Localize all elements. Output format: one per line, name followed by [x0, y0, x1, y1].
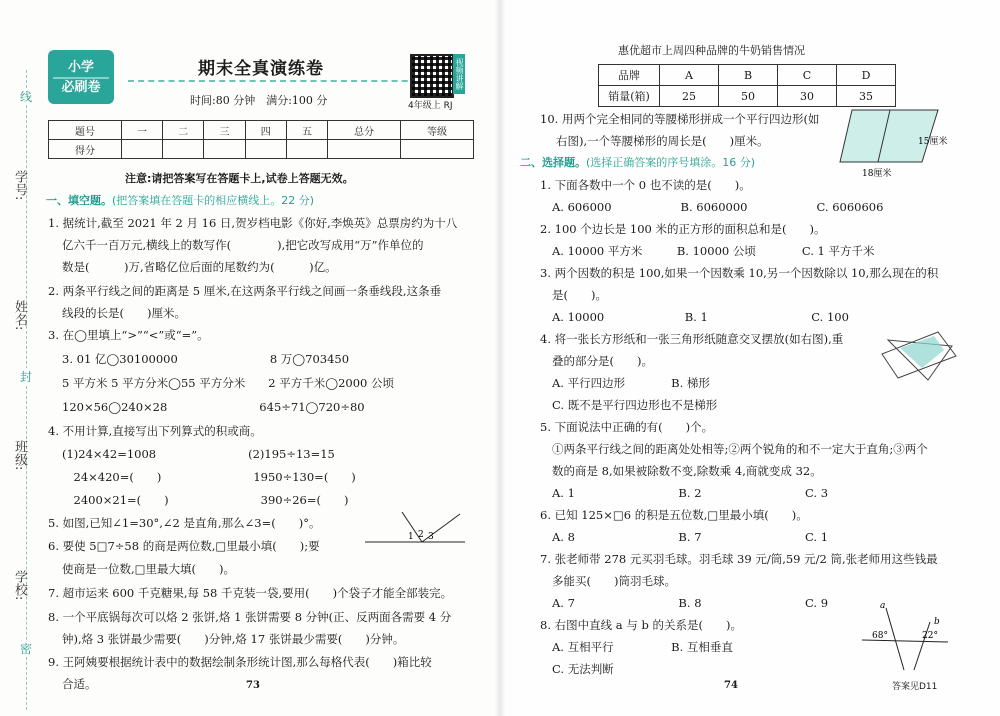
question-line: 7. 张老师带 278 元买羽毛球。羽毛球 39 元/筒,59 元/2 筒,张老师用这些钱最	[540, 552, 938, 566]
choice-options[interactable]: A. 平行四边形 B. 梯形	[552, 376, 710, 390]
choice-options[interactable]: A. 互相平行 B. 互相垂直	[552, 640, 733, 654]
question-line: 3. 两个因数的积是 100,如果一个因数乘 10,另一个因数除以 10,那么现在的积	[540, 266, 939, 280]
section-title: 一、填空题。	[46, 194, 112, 207]
question-line: 亿六千一百万元,横线上的数写作( ),把它改写成用“万”作单位的	[62, 238, 424, 252]
sales-header-cell: 品牌	[599, 65, 660, 86]
binding-mark-line: 线	[20, 90, 33, 104]
sales-value-cell: 25	[660, 86, 719, 107]
line-a	[886, 608, 904, 670]
question-line: 叠的部分是( )。	[552, 354, 653, 368]
lines-angle-figure	[860, 600, 950, 672]
angle-22-label: 22°	[922, 631, 938, 641]
score-cell[interactable]	[121, 140, 162, 159]
sales-header-cell: B	[719, 65, 778, 86]
score-row-label: 得分	[49, 140, 122, 159]
question-line: 数的商是 8,如果被除数不变,除数乘 4,商就变成 32。	[552, 464, 822, 478]
question-line: 2. 两条平行线之间的距离是 5 厘米,在这两条平行线之间画一条垂线段,这条垂	[48, 284, 442, 298]
sales-header-row	[599, 65, 896, 86]
sales-header-cell: C	[778, 65, 837, 86]
question-line: 2400×21=( ) 390÷26=( )	[62, 493, 349, 507]
score-table-score-row	[49, 140, 474, 159]
question-line: 合适。	[62, 677, 97, 691]
question-line: 9. 王阿姨要根据统计表中的数据绘制条形统计图,那么每格代表( )箱比较	[48, 655, 432, 669]
section-choice-heading	[520, 154, 755, 170]
question-line: 右图),一个等腰梯形的周长是( )厘米。	[556, 134, 769, 148]
score-header-cell: 题号	[49, 121, 122, 140]
sales-value-cell: 35	[837, 86, 896, 107]
school-label: 学校:	[12, 570, 27, 601]
section-hint: (选择正确答案的序号填涂。16 分)	[586, 156, 756, 169]
question-line: 线段的长是( )厘米。	[62, 306, 186, 320]
grade-label: 4年级上 RJ	[408, 101, 453, 111]
series-logo	[48, 50, 114, 104]
logo-line1: 小学	[67, 60, 94, 75]
side-length-label: 15厘米	[918, 137, 948, 147]
binding-margin	[0, 0, 42, 716]
question-line: 120×56◯240×28 645÷71◯720÷80	[62, 400, 365, 414]
choice-options[interactable]: A. 7 B. 8 C. 9	[552, 596, 829, 610]
score-cell[interactable]	[204, 140, 245, 159]
choice-options[interactable]: A. 606000 B. 6060000 C. 6060606	[552, 200, 884, 214]
binding-dashed-line	[26, 70, 27, 710]
sales-value-cell: 50	[719, 86, 778, 107]
angle-3-label: 3	[428, 532, 434, 542]
class-label: 班级:	[12, 440, 27, 471]
score-header-cell: 五	[286, 121, 327, 140]
choice-options[interactable]: A. 1 B. 2 C. 3	[552, 486, 829, 500]
section-hint: (把答案填在答题卡的相应横线上。22 分)	[112, 194, 315, 207]
page-number: 74	[724, 680, 738, 691]
question-line: ①两条平行线之间的距离处处相等;②两个锐角的和不一定大于直角;③两个	[552, 442, 928, 456]
parallelogram-figure	[838, 104, 958, 180]
question-line: 10. 用两个完全相同的等腰梯形拼成一个平行四边形(如	[540, 112, 820, 126]
logo-line2: 必刷卷	[61, 80, 101, 95]
book-spine	[494, 0, 506, 716]
score-table	[48, 120, 474, 159]
choice-options[interactable]: A. 10000 平方米 B. 10000 公顷 C. 1 平方千米	[552, 244, 875, 258]
question-line: 6. 已知 125×□6 的积是五位数,□里最小填( )。	[540, 508, 808, 522]
question-line: 钟),烙 3 张饼最少需要( )分钟,烙 17 张饼最少需要( )分钟。	[62, 632, 405, 646]
angle-figure	[360, 508, 470, 548]
angle-2-label: 2	[418, 530, 424, 540]
score-header-cell: 三	[204, 121, 245, 140]
question-line: 6. 要使 5□7÷58 的商是两位数,□里最小填( );要	[48, 539, 320, 553]
score-cell[interactable]	[163, 140, 204, 159]
score-cell[interactable]	[328, 140, 401, 159]
section-title: 二、选择题。	[520, 156, 586, 169]
binding-mark-seal2: 密	[20, 642, 33, 656]
question-line: 5. 如图,已知∠1=30°,∠2 是直角,那么∠3=( )°。	[48, 516, 321, 530]
choice-options[interactable]: A. 8 B. 7 C. 1	[552, 530, 829, 544]
score-header-cell: 总分	[328, 121, 401, 140]
qr-code-icon[interactable]	[410, 54, 454, 98]
question-line: 3. 01 亿◯30100000 8 万◯703450	[62, 352, 350, 366]
score-cell[interactable]	[245, 140, 286, 159]
line-a-label: a	[880, 601, 886, 611]
video-explain-tag: 视频讲解	[453, 54, 465, 94]
question-line: 24×420=( ) 1950÷130=( )	[62, 470, 356, 484]
question-line: 4. 将一张长方形纸和一张三角形纸随意交叉摆放(如右图),重	[540, 332, 844, 346]
answer-card-notice: 注意:请把答案写在答题卡上,试卷上答题无效。	[125, 172, 354, 185]
sales-value-cell: 30	[778, 86, 837, 107]
sales-row-label: 销量(箱)	[599, 86, 660, 107]
question-line: 数是( )万,省略亿位后面的尾数约为( )亿。	[62, 260, 337, 274]
question-line: 1. 下面各数中一个 0 也不读的是( )。	[540, 178, 751, 192]
exam-time-score: 时间:80 分钟 满分:100 分	[190, 94, 328, 107]
score-header-cell: 一	[121, 121, 162, 140]
answer-reference: 答案见D11	[892, 682, 938, 692]
score-header-cell: 等级	[400, 121, 473, 140]
sales-header-cell: A	[660, 65, 719, 86]
score-header-cell: 四	[245, 121, 286, 140]
parallelogram-shape	[840, 110, 938, 162]
angle-1-label: 1	[408, 532, 414, 542]
question-line: 使商是一位数,□里最大填( )。	[62, 562, 235, 576]
question-line: 2. 100 个边长是 100 米的正方形的面积总和是( )。	[540, 222, 826, 236]
score-cell[interactable]	[286, 140, 327, 159]
question-line: 4. 不用计算,直接写出下列算式的积或商。	[48, 424, 262, 438]
score-cell[interactable]	[400, 140, 473, 159]
base-length-label: 18厘米	[862, 169, 892, 179]
section-fill-blank-heading	[46, 192, 314, 208]
question-line: 5. 下面说法中正确的有( )个。	[540, 420, 714, 434]
sales-table-title: 惠优超市上周四种品牌的牛奶销售情况	[618, 44, 805, 57]
question-line: 1. 据统计,截至 2021 年 2 月 16 日,贺岁档电影《你好,李焕英》总票房约为十八	[48, 216, 458, 230]
question-line: (1)24×42=1008 (2)195÷13=15	[62, 447, 335, 461]
question-line: 5 平方米 5 平方分米◯55 平方分米 2 平方千米◯2000 公顷	[62, 376, 395, 390]
exam-header	[48, 50, 468, 112]
milk-sales-table	[598, 64, 896, 107]
choice-options[interactable]: C. 既不是平行四边形也不是梯形	[552, 398, 718, 412]
line-b	[914, 622, 930, 670]
question-line: 8. 右图中直线 a 与 b 的关系是( )。	[540, 618, 742, 632]
question-line: 8. 一个平底锅每次可以烙 2 张饼,烙 1 张饼需要 8 分钟(正、反两面各需要 4 分	[48, 610, 452, 624]
sales-header-cell: D	[837, 65, 896, 86]
score-table-header-row	[49, 121, 474, 140]
exam-title: 期末全真演练卷	[198, 59, 324, 79]
question-line: 是( )。	[552, 288, 607, 302]
line-b-label: b	[934, 617, 940, 627]
choice-options[interactable]: C. 无法判断	[552, 662, 614, 676]
choice-options[interactable]: A. 10000 B. 1 C. 100	[552, 310, 849, 324]
title-rule	[128, 80, 428, 82]
student-id-label: 学号:	[12, 170, 27, 201]
question-line: 多能买( )筒羽毛球。	[552, 574, 676, 588]
page-number: 73	[246, 680, 260, 691]
score-header-cell: 二	[163, 121, 204, 140]
name-label: 姓名:	[12, 300, 27, 331]
question-line: 3. 在◯里填上“>”“<”或“=”。	[48, 328, 209, 342]
question-line: 7. 超市运来 600 千克糖果,每 58 千克装一袋,要用( )个袋子才能全部装完。	[48, 586, 453, 600]
overlap-figure	[878, 326, 960, 382]
binding-mark-seal: 封	[20, 370, 33, 384]
angle-68-label: 68°	[872, 631, 888, 641]
